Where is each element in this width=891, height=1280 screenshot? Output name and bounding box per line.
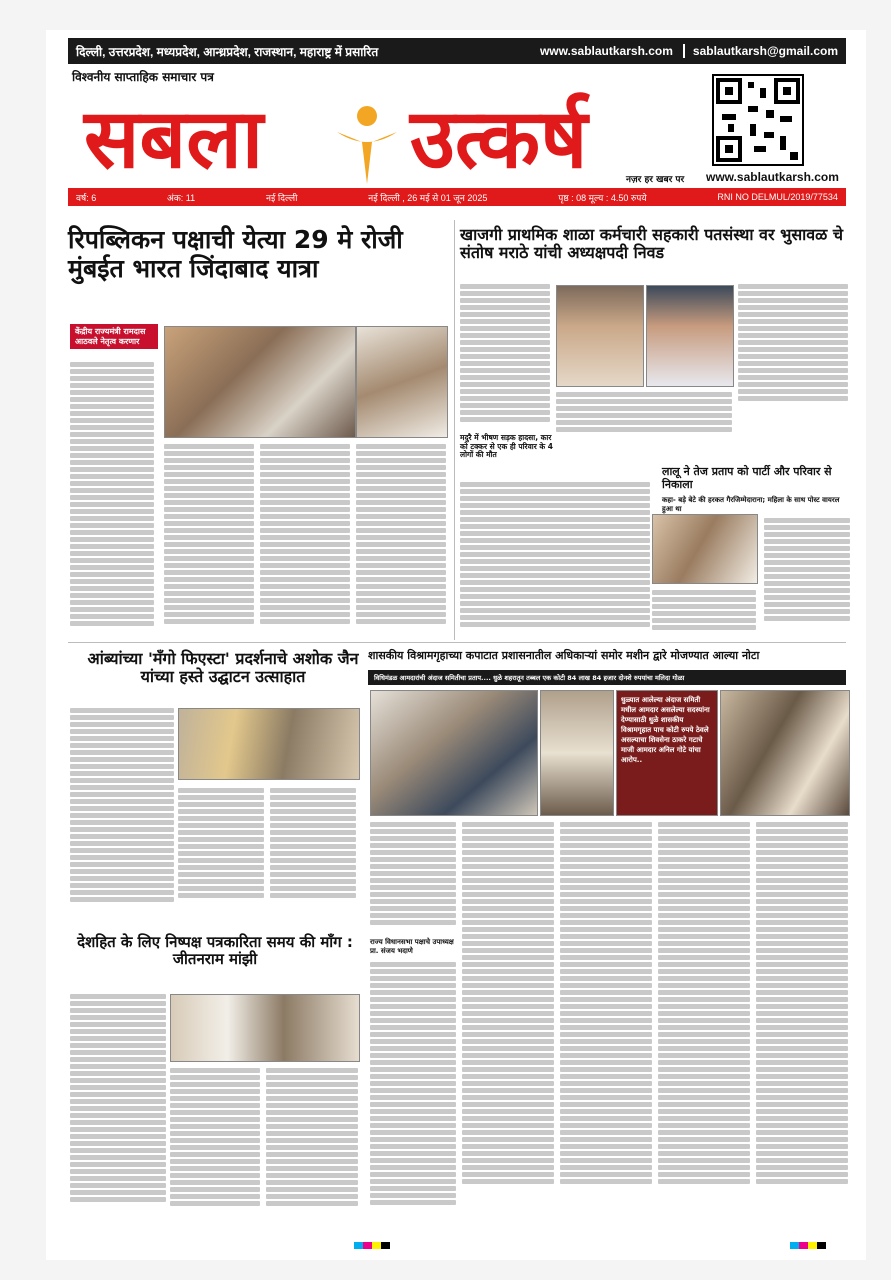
qr-code-icon [712, 74, 804, 166]
article-3-body [460, 480, 650, 640]
issue-label: अंक: 11 [167, 192, 196, 203]
article-6-headline: शासकीय विश्रामगृहाच्या कपाटात प्रशासनातील अधिकाऱ्यां समोर मशीन द्वारे मोजण्यात आल्या नोटा [368, 649, 760, 662]
article-1-column-1 [70, 360, 154, 635]
masthead [70, 84, 690, 194]
article-1-headline: रिपब्लिकन पक्षाची येत्या 29 मे रोजी मुंबईत भारत जिंदाबाद यात्रा [68, 225, 403, 283]
article-1-column-2 [164, 442, 254, 636]
article-5-column-3 [270, 786, 356, 916]
article-2-photo-1 [556, 285, 644, 387]
registration-mark [790, 1242, 826, 1249]
article-2-column-1 [460, 282, 550, 432]
article-6-photo-caption: धुळ्यात आलेल्या अंदाज समिती मधील आमदार असलेल्या सदस्यांना देण्यासाठी धुळे शासकीय विश्रामगृहात पाच कोटी रुपये ठेवले असल्याचा शिवसेना ठाकरे गटाचे माजी आमदार अनिल गोटे यांचा आरोप.. [621, 696, 710, 764]
article-7-column-2 [170, 1066, 260, 1226]
article-2-column-3 [738, 282, 848, 422]
article-2-headline: खाजगी प्राथमिक शाळा कर्मचारी सहकारी पतसंस्था वर भुसावळ चे संतोष मराठे यांची अध्यक्षपदी निवड [460, 225, 844, 263]
year-label: वर्ष: 6 [76, 192, 97, 203]
masthead-title-left: सबला [84, 91, 264, 187]
article-2-column-2 [556, 390, 732, 440]
article-6-photo-2 [540, 690, 614, 816]
registration-mark [354, 1242, 390, 1249]
article-6-column-4 [658, 820, 750, 1226]
article-5-headline: आंब्यांच्या 'मँगो फिएस्टा' प्रदर्शनाचे अशोक जैन यांच्या हस्ते उद्घाटन उत्साहात [87, 649, 359, 687]
tagline: विश्वनीय साप्ताहिक समाचार पत्र [72, 70, 214, 84]
article-6-column-1 [370, 820, 456, 940]
article-7-column-1 [70, 992, 166, 1224]
article-6-column-2 [462, 820, 554, 1226]
site-url[interactable]: www.sablautkarsh.com [706, 170, 839, 184]
article-6-text-box [616, 690, 718, 816]
email-link[interactable]: sablautkarsh@gmail.com [683, 44, 846, 58]
article-5-column-2 [178, 786, 264, 916]
article-5-photo [178, 708, 360, 780]
article-6-subheadline: विधिमंडळ आमदारांची अंदाज समितीचा प्रताप.... धुळे शहरातून तब्बल एक कोटी 84 लाख 84 हजार दोनशे रुपयांचा मलिदा गोळा [368, 670, 846, 685]
city-label: नई दिल्ली [265, 192, 298, 203]
article-3-headline: मदुरै में भीषण सड़क हादसा, कार को टक्कर से एक ही परिवार के 4 लोगों की मौत [460, 433, 554, 460]
rni-label: RNI NO DELMUL/2019/77534 [717, 192, 838, 202]
date-label: नई दिल्ली , 26 मई से 01 जून 2025 [368, 192, 488, 203]
distribution-states: दिल्ली, उत्तरप्रदेश, मध्यप्रदेश, आन्ध्रप्रदेश, राजस्थान, महाराष्ट्र में प्रसारित [76, 44, 379, 59]
article-6-photo-1 [370, 690, 538, 816]
article-1-label: केंद्रीय राज्यमंत्री रामदास आठवले नेतृत्व करणार [70, 324, 158, 349]
article-4-column-2 [652, 588, 756, 638]
article-2-photo-2 [646, 285, 734, 387]
article-1-photo-2 [356, 326, 448, 438]
article-6-column-1b [370, 960, 456, 1226]
article-1-photo-1 [164, 326, 356, 438]
issue-info-bar [68, 188, 846, 206]
article-4-subheadline: कहा- बड़े बेटे की हरकत गैरजिम्मेदाराना; महिला के साथ पोस्ट वायरल हुआ था [662, 496, 840, 513]
section-divider [68, 642, 846, 643]
slogan: नज़र हर खबर पर [626, 175, 685, 185]
newspaper-page [46, 30, 866, 1260]
column-divider [454, 220, 455, 640]
article-7-column-3 [266, 1066, 358, 1226]
article-4-headline: लालू ने तेज प्रताप को पार्टी और परिवार से निकाला [662, 465, 832, 491]
article-6-column-3 [560, 820, 652, 1226]
top-banner [68, 38, 846, 64]
article-6-photo-3 [720, 690, 850, 816]
article-6-subhead: राज्य विधानसभा पक्षाचे उपाध्यक्ष प्रा. संजय भदाणे [370, 938, 454, 955]
masthead-title-right: उत्कर्ष [410, 91, 588, 187]
pages-price-label: पृष्ठ : 08 मूल्य : 4.50 रुपये [558, 192, 647, 203]
article-4-photo [652, 514, 758, 584]
article-4-column-1 [764, 516, 850, 636]
article-1-column-3 [260, 442, 350, 636]
website-link[interactable]: www.sablautkarsh.com [539, 44, 673, 58]
article-1-column-4 [356, 442, 446, 636]
article-7-photo [170, 994, 360, 1062]
article-5-column-1 [70, 706, 174, 916]
woman-logo-icon [332, 102, 402, 186]
article-7-headline: देशहित के लिए निष्पक्ष पत्रकारिता समय की माँग : जीतनराम मांझी [77, 933, 353, 969]
article-6-column-5 [756, 820, 848, 1226]
